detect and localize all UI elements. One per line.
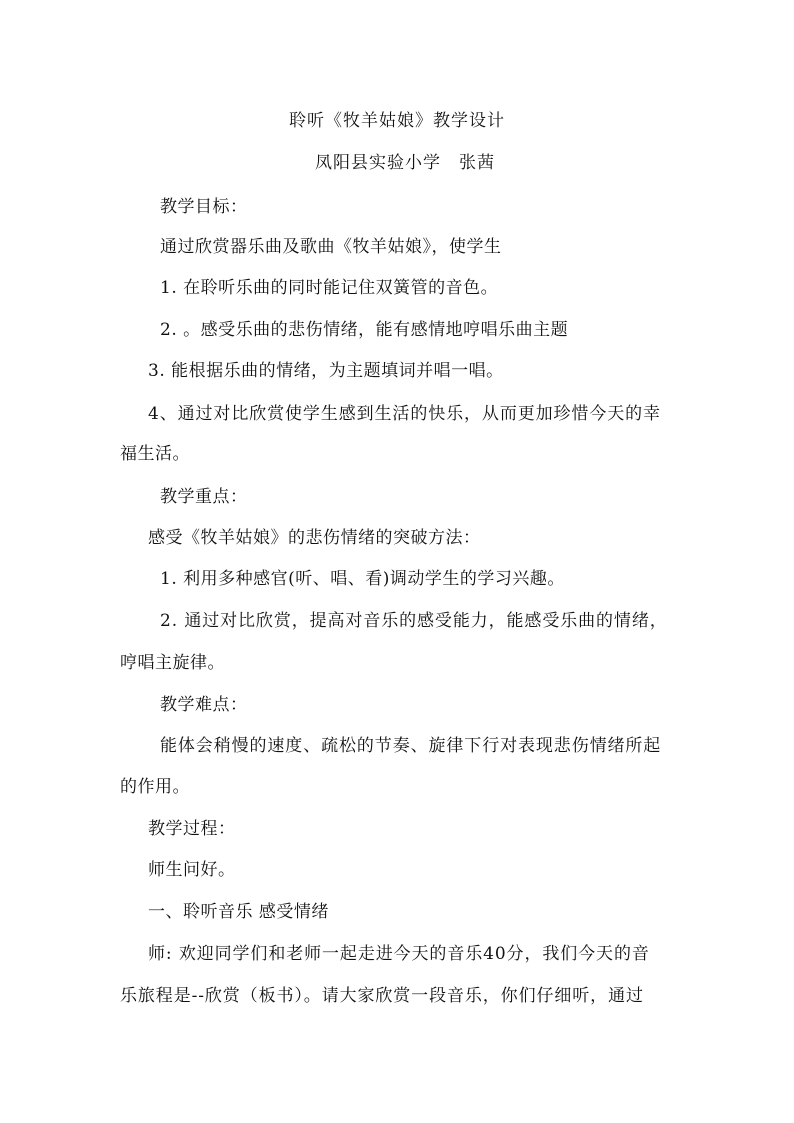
key-point-1: 1. 利用多种感官(听、唱、看)调动学生的学习兴趣。 bbox=[160, 569, 565, 589]
objective-2: 2. 。感受乐曲的悲伤情绪，能有感情地哼唱乐曲主题 bbox=[160, 320, 569, 340]
greeting: 师生问好。 bbox=[148, 860, 236, 880]
objective-4-line-1: 4、通过对比欣赏使学生感到生活的快乐，从而更加珍惜今天的幸 bbox=[148, 404, 661, 424]
objective-4-line-2: 福生活。 bbox=[120, 444, 190, 464]
document-title: 聆听《牧羊姑娘》教学设计 bbox=[289, 111, 505, 131]
difficulty-line-1: 能体会稍慢的速度、疏松的节奏、旋律下行对表现悲伤情绪所起 bbox=[160, 736, 662, 756]
objectives-intro: 通过欣赏器乐曲及歌曲《牧羊姑娘》，使学生 bbox=[160, 237, 502, 257]
difficulty-line-2: 的作用。 bbox=[120, 777, 190, 797]
teacher-line-2: 乐旅程是--欣赏（板书）。请大家欣赏一段音乐，你们仔细听，通过 bbox=[120, 986, 644, 1006]
difficulty-heading: 教学难点： bbox=[160, 695, 248, 715]
key-point-2-line-1: 2. 通过对比欣赏，提高对音乐的感受能力，能感受乐曲的情绪， bbox=[160, 611, 668, 631]
key-points-intro: 感受《牧羊姑娘》的悲伤情绪的突破方法： bbox=[148, 528, 481, 548]
section-1-heading: 一、聆听音乐 感受情绪 bbox=[148, 902, 329, 922]
teacher-line-1: 师: 欢迎同学们和老师一起走进今天的音乐40分，我们今天的音 bbox=[148, 944, 650, 964]
document-author: 凤阳县实验小学 张茜 bbox=[315, 153, 495, 173]
process-heading: 教学过程： bbox=[148, 819, 236, 839]
objective-3: 3. 能根据乐曲的情绪，为主题填词并唱一唱。 bbox=[148, 361, 504, 381]
objective-1: 1. 在聆听乐曲的同时能记住双簧管的音色。 bbox=[160, 278, 499, 298]
objectives-heading: 教学目标： bbox=[160, 197, 248, 217]
key-point-2-line-2: 哼唱主旋律。 bbox=[120, 653, 225, 673]
key-points-heading: 教学重点： bbox=[160, 487, 248, 507]
